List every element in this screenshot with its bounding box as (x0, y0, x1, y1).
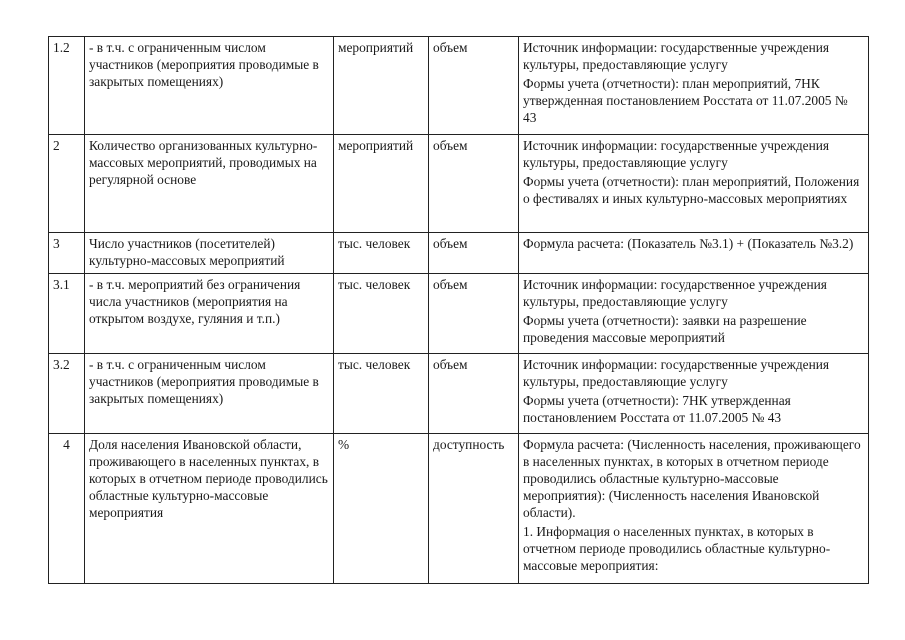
row-number: 1.2 (49, 37, 85, 135)
row-number: 3 (49, 233, 85, 274)
source-paragraph: Формула расчета: (Численность населения, проживающего в населенных пунктах, в которых в отчетном периоде проводились областные культурно-массовые мероприятия): (Численность населения Ивановской области). (523, 437, 861, 520)
source-cell (519, 354, 869, 434)
table-row (49, 354, 869, 434)
table-row (49, 135, 869, 233)
row-number: 4 (49, 434, 85, 584)
table-row (49, 434, 869, 584)
table-row (49, 274, 869, 354)
indicator-name: - в т.ч. с ограниченным числом участников (мероприятия проводимые в закрытых помещениях) (85, 37, 334, 135)
source-cell (519, 135, 869, 233)
unit-of-measure: тыс. человек (334, 233, 429, 274)
indicator-name: Доля населения Ивановской области, проживающего в населенных пунктах, в которых в отчетном периоде проводились областные культурно-массовые мероприятия (85, 434, 334, 584)
source-paragraph: Источник информации: государственные учреждения культуры, предоставляющие услугу (523, 357, 830, 389)
indicator-name: Количество организованных культурно-массовых мероприятий, проводимых на регулярной основе (85, 135, 334, 233)
source-cell (519, 37, 869, 135)
unit-of-measure: тыс. человек (334, 354, 429, 434)
indicator-type: доступность (429, 434, 519, 584)
source-cell (519, 434, 869, 584)
indicators-table (48, 36, 869, 584)
source-paragraph: Источник информации: государственные учреждения культуры, предоставляющие услугу (523, 138, 830, 170)
indicator-type: объем (429, 37, 519, 135)
source-cell (519, 233, 869, 274)
indicator-type: объем (429, 233, 519, 274)
indicator-type: объем (429, 274, 519, 354)
table-row (49, 37, 869, 135)
source-paragraph: 1. Информация о населенных пунктах, в которых в отчетном периоде проводились областные культурно-массовые мероприятия: (523, 524, 831, 573)
indicator-name: Число участников (посетителей) культурно-массовых мероприятий (85, 233, 334, 274)
row-number: 3.2 (49, 354, 85, 434)
indicator-name: - в т.ч. мероприятий без ограничения числа участников (мероприятия на открытом воздухе, гуляния и т.п.) (85, 274, 334, 354)
unit-of-measure: мероприятий (334, 37, 429, 135)
source-paragraph: Формы учета (отчетности): план мероприятий, 7НК утвержденная постановлением Росстата от 11.07.2005 № 43 (523, 76, 848, 125)
row-number: 3.1 (49, 274, 85, 354)
source-paragraph: Источник информации: государственные учреждения культуры, предоставляющие услугу (523, 40, 830, 72)
source-paragraph: Формы учета (отчетности): план мероприятий, Положения о фестивалях и иных культурно-массовых мероприятиях (523, 174, 860, 206)
unit-of-measure: тыс. человек (334, 274, 429, 354)
source-paragraph: Формула расчета: (Показатель №3.1) + (Показатель №3.2) (523, 236, 854, 251)
indicator-name: - в т.ч. с ограниченным числом участников (мероприятия проводимые в закрытых помещениях) (85, 354, 334, 434)
row-number: 2 (49, 135, 85, 233)
unit-of-measure: мероприятий (334, 135, 429, 233)
indicator-type: объем (429, 135, 519, 233)
table-row (49, 233, 869, 274)
source-paragraph: Формы учета (отчетности): заявки на разрешение проведения массовые мероприятий (523, 313, 807, 345)
source-paragraph: Источник информации: государственное учреждения культуры, предоставляющие услугу (523, 277, 827, 309)
unit-of-measure: % (334, 434, 429, 584)
source-cell (519, 274, 869, 354)
source-paragraph: Формы учета (отчетности): 7НК утвержденная постановлением Росстата от 11.07.2005 № 43 (523, 393, 791, 425)
indicator-type: объем (429, 354, 519, 434)
